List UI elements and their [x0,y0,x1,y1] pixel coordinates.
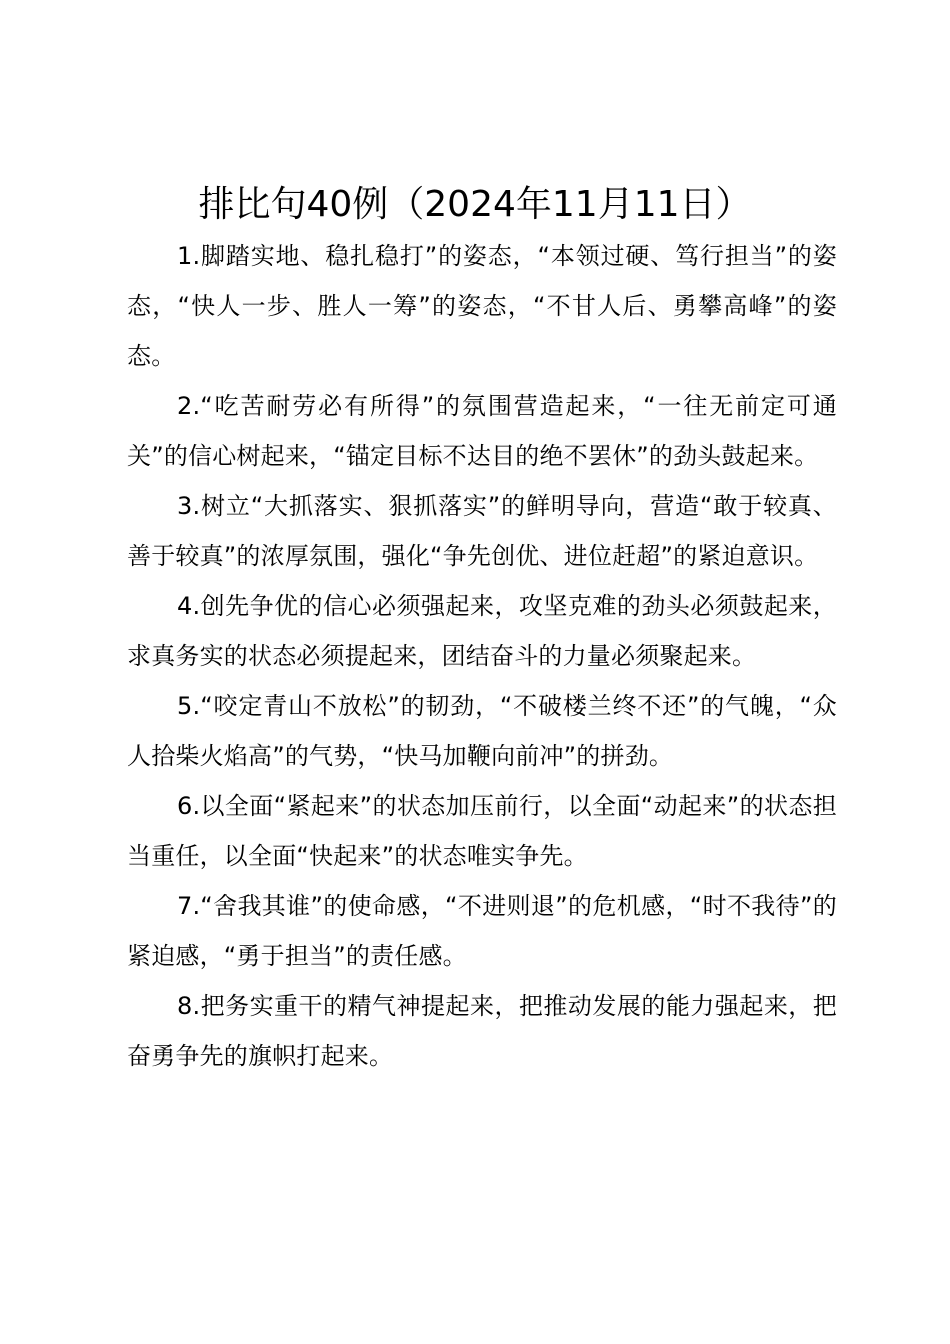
paragraph-5: 5.“咬定青山不放松”的韧劲，“不破楼兰终不还”的气魄，“众人拾柴火焰高”的气势，“快马加鞭向前冲”的拼劲。 [127,692,837,770]
document-body [127,231,837,1081]
paragraph-1: 1.脚踏实地、稳扎稳打”的姿态，“本领过硬、笃行担当”的姿态，“快人一步、胜人一筹”的姿态，“不甘人后、勇攀高峰”的姿态。 [127,242,837,370]
paragraph-8: 8.把务实重干的精气神提起来，把推动发展的能力强起来，把奋勇争先的旗帜打起来。 [127,992,837,1070]
paragraph-7: 7.“舍我其谁”的使命感，“不进则退”的危机感，“时不我待”的紧迫感，“勇于担当”的责任感。 [127,892,837,970]
paragraph-4: 4.创先争优的信心必须强起来，攻坚克难的劲头必须鼓起来，求真务实的状态必须提起来，团结奋斗的力量必须聚起来。 [127,592,837,670]
paragraph-3: 3.树立“大抓落实、狠抓落实”的鲜明导向，营造“敢于较真、善于较真”的浓厚氛围，强化“争先创优、进位赶超”的紧迫意识。 [127,492,837,570]
paragraph-2: 2.“吃苦耐劳必有所得”的氛围营造起来，“一往无前定可通关”的信心树起来，“锚定目标不达目的绝不罢休”的劲头鼓起来。 [127,392,837,470]
paragraph-6: 6.以全面“紧起来”的状态加压前行，以全面“动起来”的状态担当重任，以全面“快起来”的状态唯实争先。 [127,792,837,870]
document-title: 排比句40例（2024年11月11日） [198,184,752,225]
